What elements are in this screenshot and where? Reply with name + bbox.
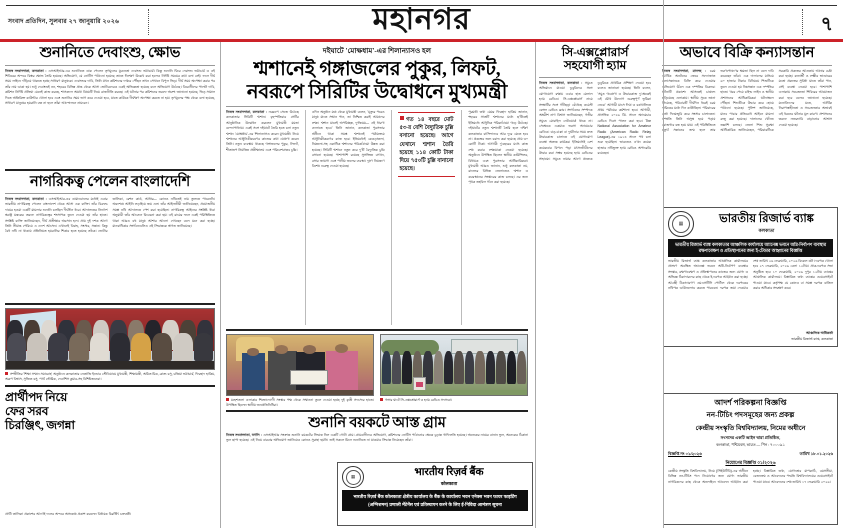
person-body bbox=[242, 353, 265, 390]
body-text: প্রার্থী তালিকা প্রকাশের আগেই দলের অন্দরে অসন্তোষ প্রকাশ করলেন বিধায়ক চিরঞ্জিৎ চক্রবর্তী। bbox=[5, 512, 132, 516]
rule bbox=[5, 385, 215, 387]
ad-banner-text: भारतीय रिज़र्व बैंक कोलकाता क्षेत्रीय कार्यालय के बैंक के कार्यालय भवन एनेक्स भवन फायर फाइटिंग (अग्निशमन) प्रणाली मेंटेनेंस एवं प्रतिस्थापन करने के लिए ई-निविदा आमंत्रण सूचना bbox=[342, 490, 528, 511]
article-body-daughter-sold bbox=[662, 69, 832, 209]
ad-title: ভারতীয় রিজার্ভ ব্যাঙ্ক bbox=[719, 212, 814, 225]
rbi-emblem-icon bbox=[668, 211, 694, 237]
article-body-hearing-boycott bbox=[226, 431, 528, 459]
page-number: ৭ bbox=[820, 14, 833, 35]
body-text: নবরূপে সেজে উঠেছে কলকাতার সিরিটি শ্মশান। বৃহস্পতিবার সেটির আনুষ্ঠানিক উদ্বোধন করলেন মুখ্যমন্ত্রী মমতা বন্দ্যোপাধ্যায়। একই সঙ্গে দইঘাটে তৈরি হতে চলা নতুন শ্মশান 'মোক্ষধাম'-এর শিলান্যাসও করেন মুখ্যমন্ত্রী। নিয়ে শ্মশানের আধুনিকীকরণের কাজের কথা ঘোষণা করেন তিনি। নতুন ব্যবস্থায় থাকছে গঙ্গাজলের পুকুর, লিফট, শীতাতপ নিয়ন্ত্রিত প্রতীক্ষালয় এবং পরিবেশবান্ধব চুল্লি। bbox=[226, 110, 299, 152]
ad-line-3: কেন্দ্রীয় সংস্কৃতি বিশ্ববিদ্যালয়, নিমের অধীনে bbox=[695, 425, 806, 432]
headline-citizenship: নাগরিকত্ব পেলেন বাংলাদেশি bbox=[29, 173, 191, 190]
byline: নিজস্ব সংবাদদাতা, কলকাতা : bbox=[5, 197, 47, 201]
rule bbox=[226, 410, 528, 412]
body-text: এসআইআর-এর শুনানিতে ডাক পেলেন তৃণমূলের যুবনেতা দেবাংশু ভট্টাচার্য। কিন্তু শুনানি ঘিরে দেবাংশু ভট্টাচার্য ও এই শিবিরের অন্দরে বিস্তর ক্ষোভ তৈরি হয়েছে। অভিযোগ, যে নোটিস পাঠানো হয়েছে তাতে দিনক্ষণ উল্লেখ করা হলেও নির্দিষ্ট সময়ের কথা বলা নেই। ফলে দীর্ঘ সময় লাইনে দাঁড়িয়ে থাকতে হচ্ছে সাধারণ মানুষকে। দেবাংশুর দাবি, তিনি যখন কমিশনের দপ্তরে পৌঁছন তখন সেখানে বিপুল ভিড়। দীর্ঘ সময় অপেক্ষা করার পর তাঁর নাম ডাকা হয়। শুধু দেবাংশুই নন, শহরের বিভিন্ন প্রান্ত থেকে আসা ভোটারদেরও একই অভিজ্ঞতা হয়েছে বলে অভিযোগ উঠেছে। বিরোধীদের পালটা দাবি, কমিশন নির্দিষ্ট প্রক্রিয়া মেনেই কাজ করছে, শাসকদল অযথা বিষয়টি নিয়ে রাজনীতি করছে। এই ঘটনার পর কমিশনের তরফে অবশ্য জানানো হয়েছে, ভিড় সামাল দিতে অতিরিক্ত কাউন্টার খোলা হবে এবং শুনানির সময় ভাগ করে দেওয়া হবে, যাতে কাউকে দীর্ঘক্ষণ অপেক্ষা করতে না হয়। তৃণমূলের পক্ষ থেকে বলা হয়েছে, সাধারণ মানুষের হয়রানি বন্ধ না হলে তাঁরা আন্দোলনে নামবেন। bbox=[5, 68, 215, 105]
article-body-main-c: পুরমন্ত্রী তথা মেয়র ফিরহাদ হাকিম জানান, শহরের সাতটি শ্মশানের মধ্যে ছ'টিতেই ইতিমধ্যে আধুনিক পরিকাঠামো গড়ে উঠেছে। দইঘাটের নতুন শ্মশানটি তৈরি হলে দক্ষিণ কলকাতার বাসিন্দাদের আর দূরে যেতে হবে না। প্রকল্পের জন্য বরাদ্দ করা হয়েছে প্রায় ৩০ কোটি টাকা। আগামী দু'বছরের মধ্যে কাজ শেষ করার লক্ষ্যমাত্রা নেওয়া হয়েছে। অনুষ্ঠানে উপস্থিত ছিলেন স্থানীয় কাউন্সিলর, বিধায়ক এবং পুরসভার আধিকারিকরা। মুখ্যমন্ত্রী আরও জানান, শুধু কলকাতা নয়, রাজ্যের বিভিন্ন জেলাতেও শ্মশান ও কবরস্থানের সংস্কারের কাজ চলছে। এর জন্য পৃথক তহবিল গঠন করা হয়েছে। bbox=[468, 110, 529, 185]
ad-rbi-bengali bbox=[663, 207, 838, 347]
headline-line-3: চিরঞ্জিৎ, জগন্না bbox=[5, 417, 75, 432]
caption-text: সম্প্রীতির 'শিক্ষা সম্মান সমারোহ' অনুষ্ঠানে কলকাতার নেতাজি ইন্ডোর স্টেডিয়ামে মুখ্যমন্ত্রী, শিক্ষামন্ত্রী, অমিত মিত্র, ব্রাত্য বসু, চন্দ্রিমা ভট্টাচার্য, ফিরহাদ হাকিম, অরূপ বিশ্বাস, সুজিত বসু, পার্থ ভৌমিক, দেবাশিস কুমার-সহ বিশিষ্টজনেরা। bbox=[5, 372, 215, 382]
headline-line-1: প্রার্থীপদ নিয়ে bbox=[5, 390, 68, 405]
caption-text: গঙ্গার ঘাটে সি-এক্সপ্লোরার্স ও হ্যাম রেডিও সদস্যরা। bbox=[385, 398, 453, 402]
ad-subtitle: कोलकाता bbox=[440, 480, 458, 486]
photo-ground bbox=[381, 390, 527, 395]
ad-ref-date: তারিখ ১৮.০১.২০২৬ bbox=[799, 451, 833, 456]
column-divider-bottom-1 bbox=[220, 455, 221, 528]
headline-daughter-sold: অভাবে বিক্রি কন্যাসন্তান bbox=[679, 45, 815, 61]
kicker-moksha-dham: দইঘাটে 'মোক্ষধাম'-এর শিলান্যাসও হল bbox=[322, 47, 432, 55]
page-title: মহানগর bbox=[372, 3, 471, 36]
body-text: চরম আর্থিক অনটনের জেরে সদ্যোজাত কন্যাসন্তানকে বিক্রি করে দেওয়ার অভিযোগ উঠল এক দম্পতির বিরুদ্ধে। ঘটনাটি প্রকাশ্যে আসতেই চাঞ্চল্য ছড়িয়েছে এলাকায়। স্থানীয় সূত্রে জানা গিয়েছে, পরিবারটি দীর্ঘদিন ধরেই চরম দারিদ্রের মধ্যে দিন কাটাচ্ছিল। পরিবারের কর্তা দিনমজুরি করে সংসার চালাতেন। সম্প্রতি তিনি অসুস্থ হয়ে পড়ায় রোজগার বন্ধ হয়ে যায়। এই পরিস্থিতিতে চতুর্থ সন্তানের জন্ম হলে তার ভরণপোষণের ক্ষমতা ছিল না বলে দাবি করেছেন তাঁরা। এক দালালের মাধ্যমে ৬০ হাজার টাকার বিনিময়ে শিশুটিকে তুলে দেওয়া হয় নিঃসন্তান এক দম্পতির হাতে। খবর পেয়ে চাইল্ড লাইন ও স্থানীয় প্রশাসনের আধিকারিকরা ঘটনাস্থলে পৌঁছন। শিশুটিকে উদ্ধার করে হোমে পাঠানো হয়েছে। পুলিশ জানিয়েছে, মানব পাচার প্রতিরোধ আইনে মামলা রুজু করা হয়েছে। দালালের খোঁজে তল্লাশি চলছে। জেলা শিশু সুরক্ষা আধিকারিক জানিয়েছেন, পরিবারটিকে সরকারি প্রকল্পের আওতায় আনার চেষ্টা করা হচ্ছে। কন্যাশ্রী ও লক্ষ্মীর ভাণ্ডারের মতো প্রকল্পের সুবিধা যাতে তাঁরা পান, সেই ব্যবস্থা নেওয়া হবে। পাশাপাশি এলাকায় সচেতনতা শিবিরের আয়োজন করা হবে বলেও জানানো হয়েছে। মনোবিদদের মতে, আর্থিক নিরাপত্তাহীনতা ও সচেতনতার অভাবই এই ধরনের ঘটনার মূল কারণ। প্রশাসনের তরফে নজরদারি বাড়ানোর আশ্বাস দেওয়া হয়েছে। bbox=[662, 68, 832, 132]
photo-block-award bbox=[226, 334, 374, 408]
ad-signature: আঞ্চলিক অধিকর্তা bbox=[806, 330, 833, 335]
rule bbox=[5, 303, 215, 305]
person-body bbox=[326, 351, 358, 393]
inner-divider bbox=[461, 110, 462, 325]
photo-foreground bbox=[6, 361, 214, 369]
byline: নিজস্ব সংবাদদাতা, কলকাতা : bbox=[226, 110, 267, 114]
headline-hearing-debangshu: শুনানিতে দেবাংশু, ক্ষোভ bbox=[39, 45, 181, 61]
certificate bbox=[290, 370, 328, 386]
ad-line-2: নন-টিচিং পদসমূহের জন্য প্রকল্প bbox=[706, 411, 795, 419]
ad-title-block bbox=[370, 467, 528, 486]
photo-block-ham bbox=[380, 334, 528, 408]
rbi-emblem-inner: ▦ bbox=[346, 470, 361, 485]
byline: নিজস্ব সংবাদদাতা, মালদহ : bbox=[662, 68, 707, 73]
masthead-divider-right bbox=[802, 9, 803, 35]
rule bbox=[5, 193, 215, 194]
highlight-text bbox=[400, 116, 454, 173]
article-body-hearing-debangshu bbox=[5, 69, 215, 166]
inner-divider bbox=[305, 110, 306, 325]
photo-row bbox=[226, 334, 528, 408]
ad-title: भारतीय रिज़र्व बैंक bbox=[414, 467, 484, 479]
article-body-main-a bbox=[226, 110, 299, 325]
column-1 bbox=[5, 44, 220, 528]
article-body-main-b: এদিন অনুষ্ঠান মঞ্চ থেকে মুখ্যমন্ত্রী বলেন, 'মৃত্যুর পরেও মানুষ যাতে সম্মান পান, তা নিশ্চিত করাই আমাদের লক্ষ্য। শ্মশান মানেই অপরিচ্ছন্ন, দুর্গন্ধময়— এই ধারণা বদলাতে হবে।' তিনি জানান, কলকাতা পুরসভার অধীনে থাকা সমস্ত শ্মশানেই পর্যায়ক্রমে আধুনিকীকরণের কাজ হবে। ইতিমধ্যেই কেওড়াতলা, নিমতলা-সহ একাধিক শ্মশানের পরিকাঠামো উন্নত করা হয়েছে। সিরিটি শ্মশানে নতুন করে দু'টি বৈদ্যুতিক চুল্লি বসানো হয়েছে। পাশাপাশি রয়েছে সুসজ্জিত বাগান, বসার জায়গা এবং পানীয় জলের ব্যবস্থা। দূষণ নিয়ন্ত্রণে বিশেষ গুরুত্ব দেওয়া হয়েছে। bbox=[311, 110, 385, 169]
rule bbox=[662, 65, 832, 66]
photo-crowd-front bbox=[6, 333, 214, 361]
highlight-bullet-icon bbox=[400, 116, 404, 120]
ad-title-block bbox=[700, 213, 833, 235]
ad-header bbox=[342, 466, 528, 488]
byline: নিজস্ব সংবাদদাতা, কলকাতা : bbox=[5, 68, 47, 73]
ad-line-4: সংসদের একটি আইন দ্বারা প্রতিষ্ঠিত, bbox=[720, 435, 781, 440]
ad-body-text: ভারতীয় রিজার্ভ ব্যাঙ্ক কলকাতার আঞ্চলিক কার্যালয়ের প্রাঙ্গণে অবস্থিত অ্যানেক্স ভবনে অগ্নি-নির্বাপণ ব্যবস্থার সংস্কার, রক্ষণাবেক্ষণ ও প্রতিস্থাপনের কাজের জন্য যোগ্য ও অভিজ্ঞ ঠিকাদারদের কাছ থেকে ই-দরপত্র আহ্বান করা হচ্ছে। আগ্রহী ঠিকাদারগণ এমএসটিসি পোর্টাল থেকে দরপত্রের নথিপত্র ডাউনলোড করতে পারবেন। দরপত্র জমা দেওয়ার শেষ তারিখ ২৬ ফেব্রুয়ারি, ২০২৬ বিকেল ৩টা। দরপত্র খোলা হবে ২৭ ফেব্রুয়ারি, ২০২৬ বেলা ১২টায়। প্রাক-দরপত্র সভা অনুষ্ঠিত হবে ১০ ফেব্রুয়ারি, ২০২৬ দুপুর ১২টায় ব্যাঙ্কের আঞ্চলিক কার্যালয়ে। বিস্তারিত তথ্য ব্যাঙ্কের ওয়েবসাইটে পাওয়া যাবে। কর্তৃপক্ষ যে কোনও বা সমস্ত দরপত্র বাতিল করার অধিকার সংরক্ষণ করে। bbox=[668, 258, 833, 291]
highlight-box-stats bbox=[398, 112, 456, 177]
main-story-col-c bbox=[398, 110, 456, 327]
body-text: সমুদ্রে অভিযানে যাওয়া ডুবুরিদের সঙ্গে যোগাযোগ রক্ষায় এবার হাত মেলাল হ্যাম রেডিও। সি-এক্সপ্লোরার্স নামে সংস্থাটির সঙ্গে গাঁটছড়া বেঁধেছে ওয়েস্ট বেঙ্গল রেডিও ক্লাব। সংগঠনের সম্পাদক অম্বরীশ নাগ বিশ্বাস জানিয়েছেন, গভীর সমুদ্রে মোবাইল নেটওয়ার্ক থাকে না। সেক্ষেত্রে একমাত্র ভরসা অ্যামেচার রেডিও। ঝড়-ঝঞ্ঝা বা দুর্ঘটনার সময় দ্রুত উদ্ধারকাজ চালাতে এই যোগাযোগ ব্যবস্থা অত্যন্ত কার্যকর। ইতিমধ্যেই বেশ কয়েকবার বিপদে পড়া মৎস্যজীবীদের উদ্ধার করা সম্ভব হয়েছে হ্যাম রেডিওর সাহায্যে। সমুদ্রে নামার আগে প্রত্যেক ডুবুরিকে প্রাথমিক প্রশিক্ষণ দেওয়া হবে বলেও জানানো হয়েছে। তিনি বলেন, 'সমুদ্র গবেষণা ও উদ্ধারকাজ দু'ক্ষেত্রেই এই যৌথ উদ্যোগ গুরুত্বপূর্ণ ভূমিকা নেবে।' আগামী মাসে দিঘা ও বকখালিতে প্রথম পর্যায়ের কর্মশালা হবে। আগামী, প্রাসঙ্গিক ২০২৬ খ্রি. সালে অ্যামেচার রেডিও দিবস পালন করা হবে। The National Association for Amateur Radio (American Radio Relay League)-এর ১৯১৪ সালে পথ চলা শুরু হয়েছিল। ভারতেও এখন কয়েক হাজার নথিভুক্ত হ্যাম রেডিও অপারেটর রয়েছেন। bbox=[539, 80, 651, 161]
masthead bbox=[0, 0, 843, 42]
caption-bullet-icon bbox=[380, 398, 383, 401]
ad-subtitle: কলকাতা bbox=[758, 228, 775, 234]
inner-divider bbox=[391, 110, 392, 325]
ad-university-recruitment bbox=[663, 393, 838, 525]
body-text: এসআইআর-এর ডামাডোলের মধ্যেই এবার ভারতীয় নাগরিকত্ব পেলেন বাংলাদেশ থেকে আসা এক ব্যক্তি। তাঁর বিরুদ্ধে দায়ের হওয়া একটি মামলার শুনানি চলছিল দীর্ঘদিন ধরে। আদালতের নির্দেশে স্বরাষ্ট্র মন্ত্রকের তরফে নাগরিকত্বের শংসাপত্র তুলে দেওয়া হয় তাঁর হাতে। সংশ্লিষ্ট ব্যক্তি জানিয়েছেন, দীর্ঘ প্রতীক্ষার অবসান হল। প্রায় দুই দশক আগে তিনি সীমান্ত পেরিয়ে এ দেশে আসেন। এখানেই বিবাহ, সংসার, সন্তান। কিন্তু বৈধ নথি না থাকায় প্রতিনিয়ত হয়রানির শিকার হতে হয়েছে তাঁকে। ভোটার তালিকা, রেশন কার্ড, আধার— কোনও নথিতেই নাম তুলতে পারেননি। অবশেষে আইনি লড়াইয়ে জয় এল। তাঁর আইনজীবী জানিয়েছেন, প্রয়োজনীয় সমস্ত নথি আদালতে পেশ করা হয়েছিল। নাগরিকত্ব আইনের সংশ্লিষ্ট ধারা অনুযায়ী তাঁর আবেদন বিবেচনা করা হয়। এই রায়ের ফলে একই পরিস্থিতিতে থাকা আরও বহু মানুষ আশার আলো দেখছেন বলে মনে করা হচ্ছে। মানবাধিকার সংগঠনগুলিও এই সিদ্ধান্তকে স্বাগত জানিয়েছে। bbox=[5, 197, 215, 234]
photo-caption-education-award bbox=[5, 370, 215, 382]
photo-floor bbox=[227, 390, 373, 395]
ad-banner-text: ভারতীয় রিজার্ভ ব্যাঙ্ক কলকাতার আঞ্চলিক কার্যালয়ে অ্যানেক্স ভবনে অগ্নি-নির্বাপণ ব্যবস্থার রক্ষণাবেক্ষণ ও প্রতিস্থাপনের জন্য ই-টেন্ডার আহ্বানের বিজ্ঞপ্তি bbox=[668, 239, 833, 257]
ad-recruit-body: কেন্দ্রীয় সংস্কৃতি বিশ্ববিদ্যালয়, নিমে (সিইউটিবি)-এর অধীনে বিভিন্ন নন-টিচিং পদে নিয়োগের জন্য যোগ্য ভারতীয় নাগরিকদের কাছ থেকে অনলাইনে আবেদন আহ্বান করা হচ্ছে। বিস্তারিত তথ্য, যোগ্যতার মাপকাঠি, বয়সসীমা, বেতনক্রম ও আবেদনের পদ্ধতি বিশ্ববিদ্যালয়ের ওয়েবসাইটে পাওয়া যাবে। আবেদনের শেষ তারিখ ১৭ ফেব্রুয়ারি ২০২৬। bbox=[668, 469, 833, 484]
photo-crowd bbox=[381, 351, 527, 385]
ad-ref-row bbox=[668, 449, 833, 458]
headline-line-1: সি-এক্সপ্লোরার্স bbox=[561, 45, 629, 59]
ad-rbi-hindi bbox=[337, 462, 533, 526]
rule bbox=[5, 65, 215, 66]
headline-line-1: শ্মশানেই গঙ্গাজলের পুকুর, লিফট, bbox=[253, 59, 501, 80]
headline-main-crematorium bbox=[226, 58, 528, 102]
rule bbox=[226, 106, 528, 107]
dateline: সংবাদ প্রতিদিন, সুলবার ২৭ জানুয়ারি ২০২৬ bbox=[8, 18, 120, 25]
ad-line-1: আদর্শ পরিকল্পনা বিজ্ঞপ্তি bbox=[714, 398, 787, 407]
main-story-col-a bbox=[226, 110, 299, 327]
headline-sea-explorers bbox=[539, 44, 651, 74]
photo-caption-ham bbox=[380, 396, 528, 403]
photo-education-award-ceremony bbox=[5, 308, 215, 370]
headline-line-2: সহযোগী হ্যাম bbox=[563, 58, 627, 73]
photo-ham-radio-group bbox=[380, 334, 528, 396]
column-divider-right bbox=[663, 0, 664, 528]
rule bbox=[539, 77, 651, 78]
column-divider-bottom-2 bbox=[535, 455, 536, 528]
photo-caption-award bbox=[226, 396, 374, 408]
ad-ref-number: বিজ্ঞপ্তি নং ০১/২০২৬ bbox=[668, 451, 702, 456]
byline: নিজস্ব সংবাদদাতা, হুগলি : bbox=[226, 432, 262, 437]
headline-candidate-row bbox=[5, 390, 215, 432]
main-story-columns bbox=[226, 110, 528, 327]
byline: নিজস্ব সংবাদদাতা, কলকাতা : bbox=[539, 80, 583, 85]
article-body-citizenship bbox=[5, 197, 215, 300]
ad-signature-note: ভারতীয় রিজার্ভ ব্যাঙ্ক, কলকাতা bbox=[791, 337, 833, 342]
headline-hearing-boycott: শুনানি বয়কটে আস্ত গ্রাম bbox=[308, 415, 446, 432]
article-body-candidate-row bbox=[5, 512, 217, 517]
ad-recruit-subtitle: নিয়োগের বিজ্ঞপ্তি ০১/২০২৬ bbox=[725, 460, 776, 465]
body-text: এসআইআর সংক্রান্ত শুনানি বয়কটের সিদ্ধান্ত নিল একটি গোটা গ্রাম। গ্রামবাসীদের অভিযোগ, কমিশনের নোটিস পাঠানোর ক্ষেত্রে চূড়ান্ত গাফিলতি হয়েছে। অনেকের নামের বানান ভুল, অনেকের ঠিকানা ভুল ছাপা হয়েছে। এই নিয়ে বারবার অভিযোগ জানিয়েও কোনও সুরাহা হয়নি। তাই সকলে মিলে শুনানিতে না যাওয়ার সিদ্ধান্ত নিয়েছেন তাঁরা। bbox=[226, 432, 528, 443]
column-3 bbox=[534, 44, 656, 528]
photo-bag-logo bbox=[416, 382, 423, 387]
highlight-body: গত ১৪ বছরে মোট ৫৩-র বেশি বৈদ্যুতিক চুল্লি বসানো হয়েছে। আগে যেখানে শ্মশান তৈরি হয়েছে ১১৪ কোটি টাকা দিয়ে ৭৫০টি চুল্লি বানানো হয়েছে। bbox=[399, 117, 454, 173]
person-head bbox=[275, 345, 288, 354]
caption-bullet-icon bbox=[5, 372, 8, 375]
headline-line-2: ফের সরব bbox=[5, 404, 49, 419]
rule bbox=[226, 329, 528, 331]
ad-header bbox=[668, 211, 833, 237]
photo-award-handover bbox=[226, 334, 374, 396]
main-story-col-d bbox=[468, 110, 528, 327]
caption-bullet-icon bbox=[226, 398, 229, 401]
rbi-emblem-inner: ▦ bbox=[672, 215, 690, 233]
main-story-col-b bbox=[312, 110, 385, 327]
rule bbox=[5, 169, 215, 171]
headline-line-2: নবরূপে সিরিটির উদ্বোধনে মুখ্যমন্ত্রী bbox=[246, 81, 508, 103]
ad-line-5: কলকাতা, পশ্চিমবঙ্গ, ভারত — পিন : ৭০০০৯১ bbox=[716, 443, 785, 447]
caption-text: মহেশতলা এলাকার শিল্পোদ্যোগী সংস্থার পক্ষ থেকে সম্মাননা তুলে দেওয়া হচ্ছে দুই কৃতী সদস্যের হাতে। উপস্থিত ছিলেন স্থানীয় জনপ্রতিনিধিরা। bbox=[226, 398, 374, 408]
column-2 bbox=[220, 44, 534, 528]
person-head bbox=[247, 348, 259, 356]
rbi-emblem-icon bbox=[342, 466, 364, 488]
article-body-sea-explorers bbox=[539, 81, 651, 374]
